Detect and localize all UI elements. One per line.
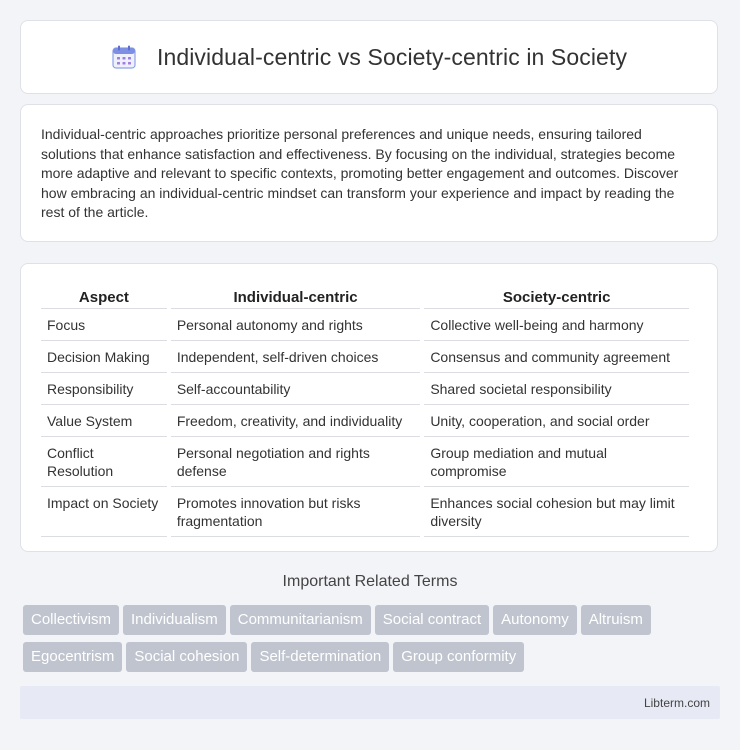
comparison-table-card xyxy=(20,263,718,552)
page-title: Individual-centric vs Society-centric in Society xyxy=(156,43,628,70)
table-row xyxy=(41,309,689,341)
table-cell: Group mediation and mutual compromise xyxy=(424,437,689,487)
table-cell: Shared societal responsibility xyxy=(424,373,689,405)
related-terms-list xyxy=(23,605,723,679)
table-cell: Impact on Society xyxy=(41,487,167,537)
column-header-individual: Individual-centric xyxy=(171,286,421,309)
column-header-aspect: Aspect xyxy=(41,286,167,309)
footer-bar xyxy=(20,686,720,719)
related-term-tag[interactable]: Self-determination xyxy=(251,642,389,672)
table-row xyxy=(41,437,689,487)
table-cell: Conflict Resolution xyxy=(41,437,167,487)
comparison-table xyxy=(37,286,693,537)
related-term-tag[interactable]: Collectivism xyxy=(23,605,119,635)
table-row xyxy=(41,487,689,537)
related-term-tag[interactable]: Social contract xyxy=(375,605,489,635)
table-cell: Responsibility xyxy=(41,373,167,405)
table-row xyxy=(41,341,689,373)
column-header-society: Society-centric xyxy=(424,286,689,309)
related-term-tag[interactable]: Autonomy xyxy=(493,605,577,635)
related-term-tag[interactable]: Altruism xyxy=(581,605,651,635)
related-term-tag[interactable]: Social cohesion xyxy=(126,642,247,672)
table-row xyxy=(41,373,689,405)
header-card xyxy=(20,20,718,94)
table-cell: Value System xyxy=(41,405,167,437)
table-cell: Focus xyxy=(41,309,167,341)
related-term-tag[interactable]: Individualism xyxy=(123,605,226,635)
related-term-tag[interactable]: Egocentrism xyxy=(23,642,122,672)
related-term-tag[interactable]: Communitarianism xyxy=(230,605,371,635)
table-cell: Freedom, creativity, and individuality xyxy=(171,405,421,437)
table-cell: Unity, cooperation, and social order xyxy=(424,405,689,437)
table-cell: Collective well-being and harmony xyxy=(424,309,689,341)
table-cell: Independent, self-driven choices xyxy=(171,341,421,373)
table-cell: Promotes innovation but risks fragmentation xyxy=(171,487,421,537)
intro-text: Individual-centric approaches prioritize personal preferences and unique needs, ensuring tailored solutions that enhance satisfaction and effectiveness. By focusing on the individual, strategies become more adaptive and relevant to specific contexts, promoting better engagement and outcomes. Discover how embracing an individual-centric mindset can transform your experience and impact by reading the rest of the article. xyxy=(41,126,679,220)
related-terms-heading: Important Related Terms xyxy=(282,573,458,590)
table-cell: Self-accountability xyxy=(171,373,421,405)
related-term-tag[interactable]: Group conformity xyxy=(393,642,524,672)
table-cell: Decision Making xyxy=(41,341,167,373)
table-cell: Personal autonomy and rights xyxy=(171,309,421,341)
calendar-icon xyxy=(111,44,137,70)
intro-card xyxy=(20,104,718,242)
table-cell: Consensus and community agreement xyxy=(424,341,689,373)
table-cell: Enhances social cohesion but may limit diversity xyxy=(424,487,689,537)
footer-brand-link[interactable]: Libterm.com xyxy=(643,696,710,710)
table-header-row xyxy=(41,286,689,309)
table-cell: Personal negotiation and rights defense xyxy=(171,437,421,487)
table-row xyxy=(41,405,689,437)
